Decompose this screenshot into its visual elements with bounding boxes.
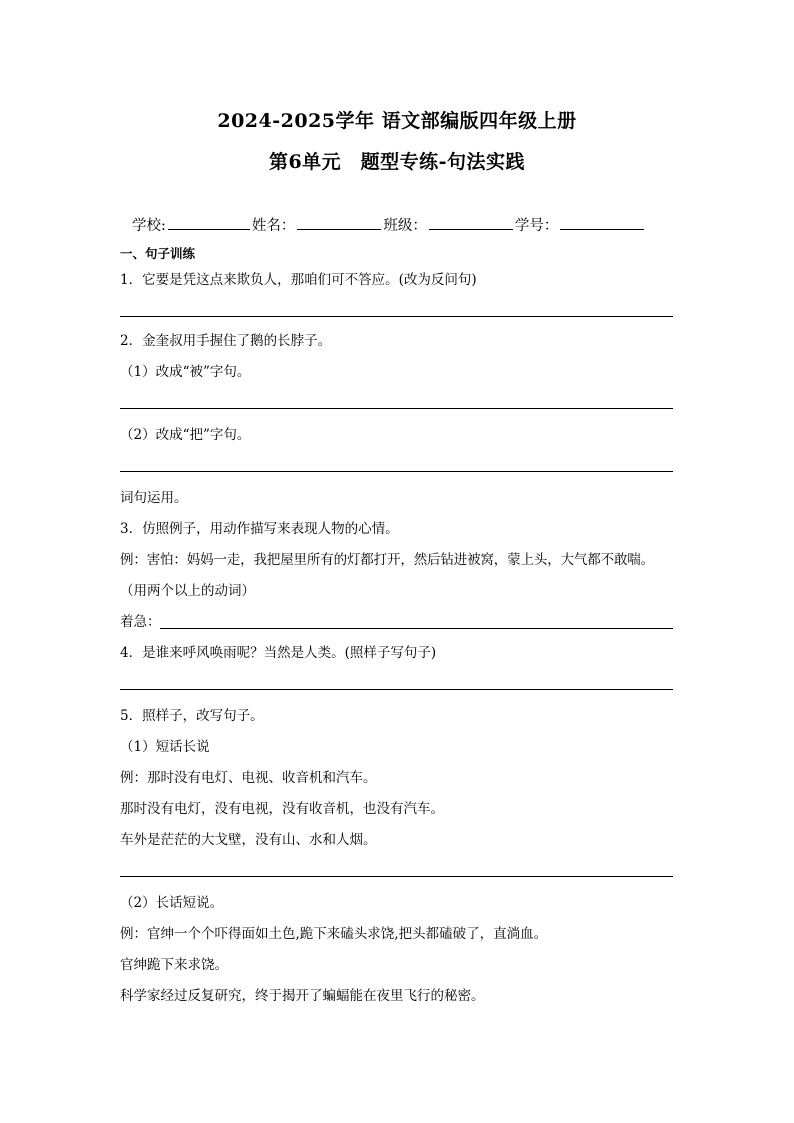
question-5: 5．照样子，改写句子。 [120,708,264,724]
worksheet-title: 2024-2025学年 语文部编版四年级上册 [217,110,577,132]
question-2-part-1: （1）改成“被”字句。 [120,364,251,380]
question-5-part-1-example-answer: 那时没有电灯，没有电视，没有收音机，也没有汽车。 [120,801,444,817]
answer-line-q2-1[interactable] [120,408,673,409]
section-heading: 一、句子训练 [120,246,196,261]
class-blank[interactable] [429,228,513,230]
number-blank[interactable] [560,228,644,230]
question-5-part-2-example: 例：官绅一个个吓得面如土色,跪下来磕头求饶,把头都磕破了，直淌血。 [120,926,548,942]
class-label: 班级： [383,218,427,234]
number-label: 学号： [514,218,559,234]
school-blank[interactable] [168,228,250,230]
question-2: 2．金奎叔用手握住了鹅的长脖子。 [120,333,332,349]
question-5-part-1-example: 例：那时没有电灯、电视、收音机和汽车。 [120,770,377,786]
question-5-part-2-task: 科学家经过反复研究，终于揭开了蝙蝠能在夜里飞行的秘密。 [120,988,485,1004]
answer-line-q5-1[interactable] [120,876,673,877]
answer-line-q2-2[interactable] [120,471,673,472]
name-label: 姓名： [251,218,296,234]
usage-note: 词句运用。 [120,490,188,506]
question-5-part-2-example-answer: 官绅跪下来求饶。 [120,957,228,973]
answer-line-q4[interactable] [120,689,673,690]
worksheet-subtitle: 第6单元 题型专练-句法实践 [268,151,526,173]
question-1: 1．它要是凭这点来欺负人，那咱们可不答应。(改为反问句) [120,272,477,288]
question-3-note: （用两个以上的动词） [120,583,255,599]
answer-line-q1[interactable] [120,316,673,317]
question-3-answer-label: 着急： [120,614,161,630]
question-5-part-1: （1）短话长说 [120,739,210,755]
name-blank[interactable] [297,228,381,230]
school-label: 学校: [132,218,166,234]
question-2-part-2: （2）改成“把”字句。 [120,427,251,443]
student-info-row [132,216,646,236]
question-3: 3．仿照例子，用动作描写来表现人物的心情。 [120,521,399,537]
question-5-part-1-task: 车外是茫茫的大戈壁，没有山、水和人烟。 [120,832,377,848]
question-5-part-2: （2）长话短说。 [120,895,224,911]
question-4: 4．是谁来呼风唤雨呢？当然是人类。(照样子写句子) [120,645,437,661]
answer-line-q3[interactable] [160,628,673,629]
question-3-example: 例：害怕：妈妈一走，我把屋里所有的灯都打开，然后钻进被窝，蒙上头，大气都不敢喘。 [120,552,654,568]
